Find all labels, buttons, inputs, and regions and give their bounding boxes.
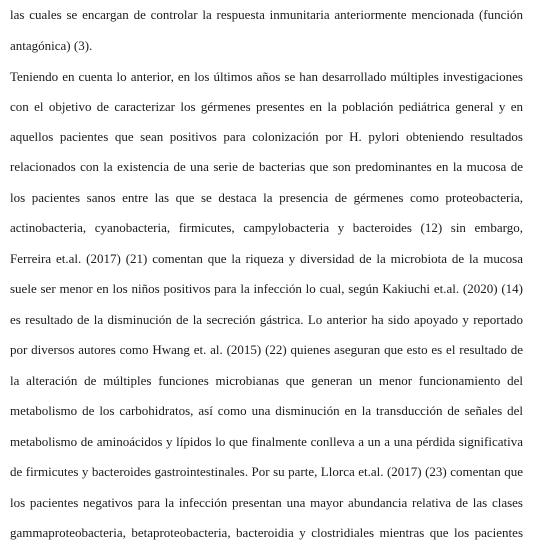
paragraph-line: antagónica) (3). bbox=[10, 38, 93, 53]
paragraph-line: relacionados con la existencia de una serie de bacterias que son predominantes en la mucosa de bbox=[10, 159, 523, 174]
paragraph-line: por diversos autores como Hwang et. al. (2015) (22) quienes aseguran que esto es el resultado de bbox=[10, 342, 523, 357]
paragraph-line: metabolismo de los carbohidratos, así como una disminución en la transducción de señales del bbox=[10, 403, 523, 418]
paragraph-line: actinobacteria, cyanobacteria, firmicutes, campylobacteria y bacteroides (12) sin embargo, bbox=[10, 220, 523, 235]
paragraph-line: suele ser menor en los niños positivos para la infección lo cual, según Kakiuchi et.al. (2020) (14) bbox=[10, 281, 523, 296]
paragraph-line: Ferreira et.al. (2017) (21) comentan que la riqueza y diversidad de la microbiota de la mucosa bbox=[10, 251, 523, 266]
paragraph-line: de firmicutes y bacteroides gastrointestinales. Por su parte, Llorca et.al. (2017) (23) comentan que bbox=[10, 464, 523, 479]
paragraph-line: la alteración de múltiples funciones microbianas que generan un menor funcionamiento del bbox=[10, 373, 523, 388]
paragraph-line: los pacientes sanos entre las que se destaca la presencia de gérmenes como proteobacteria, bbox=[10, 190, 523, 205]
paragraph-line: Teniendo en cuenta lo anterior, en los últimos años se han desarrollado múltiples investigaciones bbox=[10, 69, 523, 84]
paragraph-line: los pacientes negativos para la infección presentan una mayor abundancia relativa de las clases bbox=[10, 495, 523, 510]
paragraph-line: metabolismo de aminoácidos y lípidos lo que finalmente conlleva a un a una pérdida significativa bbox=[10, 434, 523, 449]
paragraph-line: las cuales se encargan de controlar la respuesta inmunitaria anteriormente mencionada (función bbox=[10, 7, 523, 22]
paragraph-line: es resultado de la disminución de la secreción gástrica. Lo anterior ha sido apoyado y reportado bbox=[10, 312, 523, 327]
paragraph-line: gammaproteobacteria, betaproteobacteria, bacteroidia y clostridiales mientras que los pacientes bbox=[10, 525, 523, 540]
paragraph-line: aquellos pacientes que sean positivos para colonización por H. pylori obteniendo resultados bbox=[10, 129, 523, 144]
paragraph-line: con el objetivo de caracterizar los gérmenes presentes en la población pediátrica general y en bbox=[10, 99, 523, 114]
